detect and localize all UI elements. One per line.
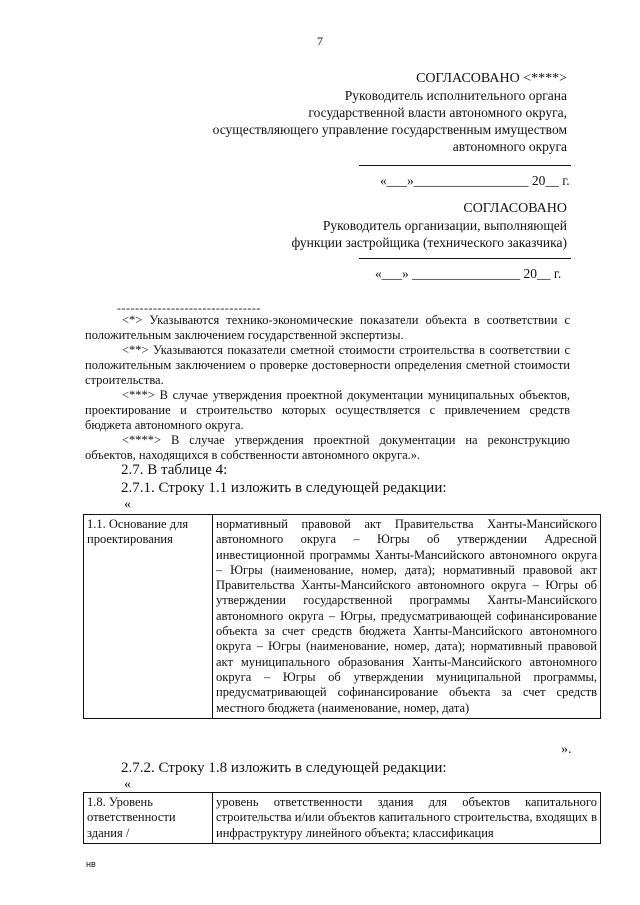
- footnotes: [85, 313, 570, 463]
- row-content: нормативный правовой акт Правительства Ханты-Мансийского автономного округа – Югры об утверждении Адресной инвестиционной программы Ханты-Мансийского автономного округа – Югры (наименование, номер, дата); нормативный правовой акт Правительства Ханты-Мансийского автономного округа – Югры об утверждении государственной программы Ханты-Мансийского автономного округа – Югры, предусматривающей софинансирование объекта за счет средств бюджета Ханты-Мансийского автономного округа – Югры (наименование, номер, дата); нормативный правовой акт муниципального образования Ханты-Мансийского автономного округа – Югры об утверждении муниципальной программы, предусматривающей софинансирование объекта за счет средств местного бюджета (наименование, номер, дата): [213, 515, 601, 719]
- footnote-separator: --------------------------------: [117, 301, 261, 315]
- section-heading: 2.7.2. Строку 1.8 изложить в следующей редакции:: [121, 760, 447, 776]
- approval-line: автономного округа: [452, 139, 567, 154]
- approval-date-2: «___» ________________ 20__ г.: [375, 266, 562, 281]
- signature-line: [359, 258, 571, 259]
- approval-title: СОГЛАСОВАНО <****>: [416, 71, 567, 86]
- close-quote: ».: [561, 742, 572, 757]
- footnote: <*> Указываются технико-экономические показатели объекта в соответствии с положительным заключением государственной экспертизы.: [85, 313, 570, 342]
- footnote: <**> Указываются показатели сметной стоимости строительства в соответствии с положительным заключением о проверке достоверности определения сметной стоимости строительства.: [85, 343, 570, 387]
- footnote: <***> В случае утверждения проектной документации муниципальных объектов, проектирование и строительство которых осуществляется с привлечением средств бюджета автономного округа.: [85, 388, 570, 432]
- approval-date-1: «___»_________________ 20__ г.: [380, 173, 570, 188]
- page-number: 7: [317, 34, 323, 48]
- approval-block-2: [292, 200, 568, 251]
- signature-line: [359, 165, 571, 166]
- table-row-1-8: [83, 792, 601, 844]
- approval-line: Руководитель исполнительного органа: [344, 88, 567, 103]
- open-quote: «: [124, 497, 131, 512]
- section-heading: 2.7.1. Строку 1.1 изложить в следующей редакции:: [121, 480, 447, 496]
- approval-title: СОГЛАСОВАНО: [463, 201, 567, 216]
- approval-line: Руководитель организации, выполняющей: [322, 218, 567, 233]
- approval-line: функции застройщика (технического заказчика): [291, 235, 567, 250]
- footnote: <****> В случае утверждения проектной документации на реконструкцию объектов, находящихся в собственности автономного округа.».: [85, 433, 570, 462]
- row-label: 1.8. Уровень ответственности здания /: [84, 793, 213, 844]
- approval-line: осуществляющего управление государственным имуществом: [212, 122, 567, 137]
- section-heading: 2.7. В таблице 4:: [121, 462, 228, 478]
- footer-code: нв: [86, 859, 96, 869]
- approval-block-1: [213, 70, 567, 155]
- table-row-1-1: [83, 514, 601, 719]
- row-content: уровень ответственности здания для объектов капитального строительства и/или объектов капитального строительства, входящих в инфраструктуру линейного объекта; классификация: [213, 793, 601, 844]
- approval-line: государственной власти автономного округа,: [308, 105, 567, 120]
- open-quote: «: [124, 777, 131, 792]
- row-label: 1.1. Основание для проектирования: [84, 515, 213, 719]
